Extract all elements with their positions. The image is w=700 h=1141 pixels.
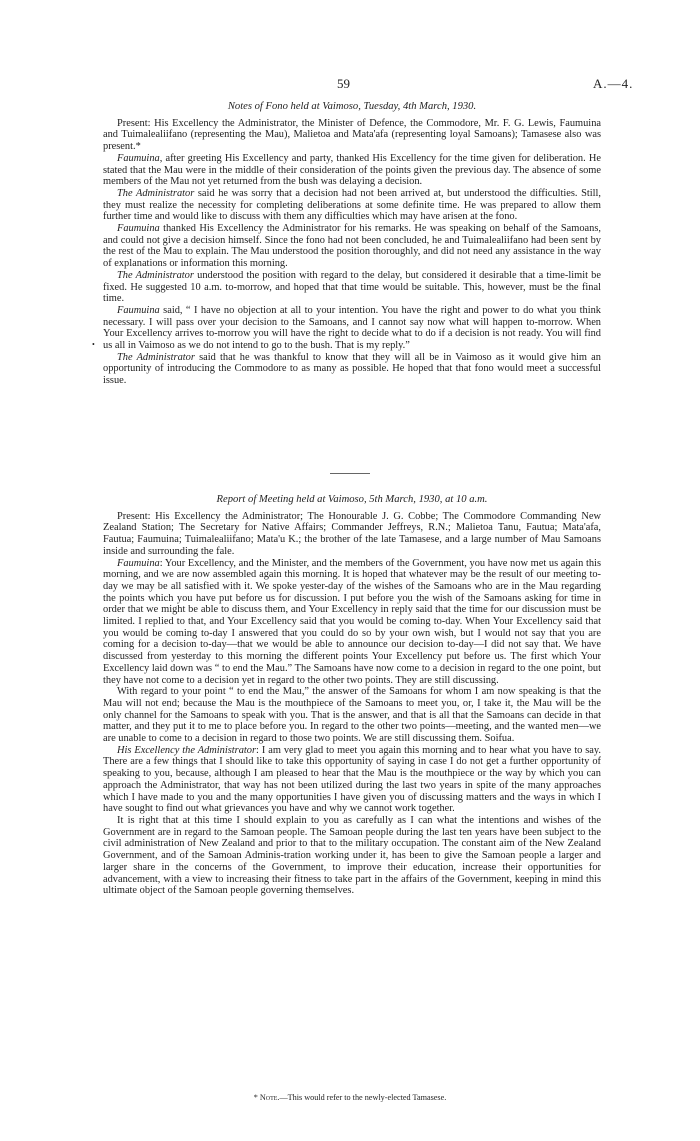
paragraph bbox=[103, 352, 601, 387]
paragraph-text: It is right that at this time I should explain to you as carefully as I can what the intentions and wishes of the Government are in regard to the Samoan people. The Samoan people during the last ten years have been subject to the civil administration of New Zealand and prior to that to the military occupation. The constant aim of the New Zealand Government, and of the Samoan Adminis-tration working under it, has been to give the Samoan people a larger and larger share in the concerns of the Government, to improve their education, increase their opportunities for advancement, with a view to increasing their fitness to take part in the affairs of the Government, keeping in mind this ultimate object of the Samoan people governing themselves. bbox=[103, 814, 601, 897]
footnote bbox=[0, 1093, 700, 1102]
paragraph-text: understood the position with regard to the delay, but considered it desirable that a time-limit be fixed. He suggested 10 a.m. to-morrow, and hoped that that time would be suitable. This, however, must be the final time. bbox=[103, 269, 601, 305]
page-header bbox=[0, 76, 700, 96]
margin-bullet: • bbox=[92, 340, 95, 349]
paragraph bbox=[103, 153, 601, 188]
paragraph bbox=[103, 118, 601, 153]
footnote-mark: * Note. bbox=[253, 1093, 280, 1102]
speaker-name: Faumuina bbox=[117, 304, 160, 316]
page-number: 59 bbox=[337, 76, 350, 91]
paragraph-text: said he was sorry that a decision had not been arrived at, but understood the difficulties. Still, they must realize the necessity for completing deliberations at some definite time. He was prepared to allow them further time and would like to discuss with them any difficulties which may have arisen at the fono. bbox=[103, 187, 601, 223]
speaker-name: His Excellency the Administrator bbox=[117, 744, 257, 756]
paragraph bbox=[103, 558, 601, 687]
paragraph bbox=[103, 815, 601, 897]
paragraph-text: , after greeting His Excellency and party, thanked His Excellency for the time given for deliberation. He stated that the Mau were in the middle of their consideration of the points given the previous day. The absence of some members of the Mau not yet returned from the bush was delaying a decision. bbox=[103, 152, 601, 188]
paragraph-text: With regard to your point “ to end the Mau,” the answer of the Samoans for whom I am now speaking is that the Mau will not end; because the Mau is the mouthpiece of the Samoans to meet you, or, I take it, the Mau will be the only channel for the Samoans to speak with you. That is the answer, and that is all that the Samoans can decide in that matter, and they put it to me to place before you. In regard to the other two points—meeting, and the wanted men—we are unable to come to a decision in regard to those two points. We are still discussing them. Soifua. bbox=[103, 686, 601, 745]
paragraph-text: : I am very glad to meet you again this morning and to hear what you have to say. There are a few things that I should like to take this opportunity of saying in case I do not get a further opportunity of speaking to you, because, although I am pleased to hear that the Mau is the mouthpiece or the way by which you can approach the Administrator, that way has not been utilized during the last two years in spite of the many approaches which I have made to you and the many opportunities I have given you of discussing matters and the ways in which I have sought to find out what grievances you have and why we cannot work together. bbox=[103, 744, 601, 815]
paragraph-text: said, “ I have no objection at all to your intention. You have the right and power to do what you think necessary. I will pass over your decision to the Samoans, and I cannot say now what will happen to-morrow. When Your Excellency arrives to-morrow you will have the right to decide what to do if a decision is not ready. You will find us all in Vaimoso as we do not intend to go to the bush. That is my reply.” bbox=[103, 304, 601, 352]
paragraph bbox=[103, 270, 601, 305]
paragraph bbox=[103, 511, 601, 558]
paragraph-text: Present: His Excellency the Administrator, the Minister of Defence, the Commodore, Mr. F. G. Lewis, Faumuina and Tuimalealiifano (representing the Mau), Malietoa and Mata'afa (representing loyal Samoans); Tamasese also was present.* bbox=[103, 117, 601, 153]
section-divider bbox=[330, 473, 370, 474]
footnote-text: —This would refer to the newly-elected Tamasese. bbox=[279, 1093, 447, 1102]
paragraph bbox=[103, 686, 601, 745]
speaker-name: Faumuina bbox=[117, 152, 160, 164]
paragraph-text: said that he was thankful to know that they will all be in Vaimoso as it would give him an opportunity of introducing the Commodore to as many as possible. He hoped that that fono would meet a successful issue. bbox=[103, 351, 601, 387]
meeting-report-heading: Report of Meeting held at Vaimoso, 5th March, 1930, at 10 a.m. bbox=[216, 494, 488, 505]
speaker-name: The Administrator bbox=[117, 269, 194, 281]
paragraph-text: : Your Excellency, and the Minister, and the members of the Government, you have now met us again this morning, and we are now assembled again this morning. It is hoped that whatever may be the result of our meeting to-day we may be all satisfied with it. We spoke yester-day of the wishes of the Samoans who are in the Mau regarding the points which you have put before us for discussion. I put before you the wish of the Samoans asking for time in order that we might be able to discuss them, and Your Excellency in reply said that the time for our discussion must be limited. I replied to that, and Your Excellency said that you would be coming to-day. When Your Excellency said that you would be coming to-day I answered that you could do so by your own wish, but I would not say that you are coming for a decision to-day—that we would be able to announce our decision to-day—I did not say that. We have discussed from yesterday to this morning the different points Your Excellency put before us. The first which Your Excellency laid down was “ to end the Mau.” The Samoans have now come to a decision in regard to the one point, but they have not come to a decision yet in regard to the other two points. They are still discussing. bbox=[103, 557, 601, 686]
paragraph bbox=[103, 188, 601, 223]
paragraph bbox=[103, 745, 601, 815]
paragraph-text: Present: His Excellency the Administrator; The Honourable J. G. Cobbe; The Commodore Commanding New Zealand Station; The Secretary for Native Affairs; Commander Jeffreys, R.N.; Malietoa Tanu, Fautua; Mata'afa, Fautua; Faumuina; Tuimalealiifano; Mata'u K.; the brother of the late Tamasese, and a large number of Mau Samoans inside and surrounding the fale. bbox=[103, 510, 601, 557]
document-reference: A.—4. bbox=[593, 76, 634, 91]
fono-notes-heading: Notes of Fono held at Vaimoso, Tuesday, 4th March, 1930. bbox=[227, 101, 477, 112]
paragraph bbox=[103, 305, 601, 352]
fono-notes-section bbox=[103, 101, 601, 387]
speaker-name: Faumuina bbox=[117, 557, 160, 569]
paragraph bbox=[103, 223, 601, 270]
speaker-name: Faumuina bbox=[117, 223, 160, 235]
speaker-name: The Administrator bbox=[117, 351, 195, 363]
meeting-report-section bbox=[103, 494, 601, 897]
paragraph-text: thanked His Excellency the Administrator for his remarks. He was speaking on behalf of the Samoans, and could not give a decision himself. Since the fono had not been concluded, he and Tuimalealiifano had been sent by the rest of the Mau to explain. The Mau understood the position thoroughly, and did not need any assistance in the way of explanations or information this morning. bbox=[103, 223, 601, 270]
speaker-name: The Administrator bbox=[117, 187, 195, 199]
